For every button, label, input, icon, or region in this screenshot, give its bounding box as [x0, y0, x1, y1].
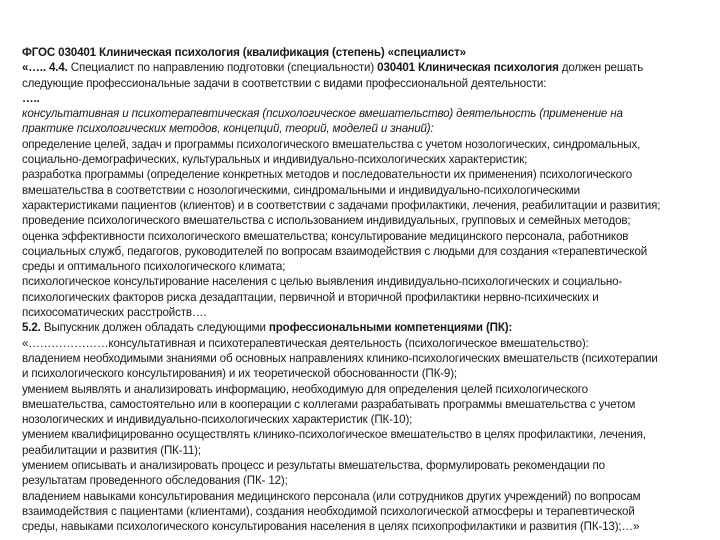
text-line — [22, 259, 712, 274]
text-line — [22, 427, 712, 442]
text-line — [22, 121, 712, 136]
text-segment: разработка программы (определение конкретных методов и последовательности их применения) психологического — [22, 168, 633, 182]
italic-text: практике психологических методов, концепций, теорий, моделей и знаний): — [22, 122, 434, 136]
text-line — [22, 473, 712, 488]
text-segment: характеристиками пациентов (клиентов) и в соответствии с задачами профилактики, лечения, реабилитации и развития; — [22, 198, 661, 212]
text-line — [22, 290, 712, 305]
text-line — [22, 382, 712, 397]
text-segment: социальных служб, педагогов, руководителей по вопросам взаимодействия с людьми для создания «терапевтической — [22, 244, 648, 258]
text-line — [22, 504, 712, 519]
text-segment: реабилитации и развития (ПК-11); — [22, 443, 201, 457]
text-line — [22, 229, 712, 244]
text-line — [22, 137, 712, 152]
bold-text: 5.2. — [22, 321, 41, 335]
text-segment: умением выявлять и анализировать информацию, необходимую для определения целей психологического — [22, 382, 588, 396]
text-line — [22, 213, 712, 228]
text-line — [22, 336, 712, 351]
text-segment: умением квалифицированно осуществлять клинико-психологическое вмешательство в целях профилактики, лечения, — [22, 428, 646, 442]
text-line — [22, 412, 712, 427]
text-line — [22, 244, 712, 259]
text-segment: взаимодействия с пациентами (клиентами), создания необходимой психологической атмосферы и терапевтической — [22, 504, 635, 518]
text-line — [22, 45, 712, 60]
text-segment: психологических факторов риска дезадаптации, первичной и вторичной профилактики нервно-психических и — [22, 290, 599, 304]
text-segment: вмешательства, самостоятельно или в кооперации с коллегами разрабатывать программы вмешательства с учетом — [22, 397, 636, 411]
text-segment: определение целей, задач и программы психологического вмешательства с учетом нозологических, синдромальных, — [22, 137, 641, 151]
text-segment: психологическое консультирование населения с целью выявления индивидуально-психологических и социально- — [22, 275, 623, 289]
text-segment: «…………………консультативная и психотерапевтическая деятельность (психологическое вмешательство): — [22, 336, 589, 350]
text-line — [22, 458, 712, 473]
text-segment: владением необходимыми знаниями об основных направлениях клинико-психологических вмешательств (психотерапии — [22, 351, 658, 365]
text-line — [22, 106, 712, 121]
text-segment: должен решать — [558, 61, 644, 75]
text-line — [22, 305, 712, 320]
text-segment: владением навыками консультирования медицинского персонала (или сотрудников других учреждений) по вопросам — [22, 489, 641, 503]
text-line — [22, 274, 712, 289]
document-body — [22, 45, 712, 535]
text-line — [22, 366, 712, 381]
text-segment: Выпускник должен обладать следующими — [40, 321, 269, 335]
text-line — [22, 397, 712, 412]
text-line — [22, 60, 712, 75]
text-line — [22, 91, 712, 106]
text-segment: и психологического консультирования) и их теоретической обоснованности (ПК-9); — [22, 367, 457, 381]
text-line — [22, 167, 712, 182]
text-segment: социально-демографических, культуральных и индивидуально-психологических характеристик; — [22, 153, 528, 167]
text-line — [22, 320, 712, 335]
text-line — [22, 489, 712, 504]
text-segment: оценка эффективности психологического вмешательства; консультирование медицинского персонала, работников — [22, 229, 629, 243]
text-line — [22, 198, 712, 213]
text-line — [22, 519, 712, 534]
text-line — [22, 351, 712, 366]
text-segment: вмешательства в соответствии с нозологическими, синдромальными и индивидуально-психологическими — [22, 183, 580, 197]
text-segment: проведение психологического вмешательства с использованием индивидуальных, групповых и семейных методов; — [22, 214, 631, 228]
bold-text: 030401 Клиническая психология — [377, 61, 559, 75]
bold-text: профессиональными компетенциями (ПК): — [268, 321, 513, 335]
text-line — [22, 76, 712, 91]
bold-text: «….. 4.4. — [22, 61, 68, 75]
bold-text: ФГОС 030401 Клиническая психология (квалификация (степень) «специалист» — [22, 46, 466, 59]
bold-text: ….. — [22, 91, 40, 105]
text-segment: среды, навыками психологического консультирования населения в целях психопрофилактики и развития (ПК-13);…» — [22, 520, 640, 534]
text-line — [22, 183, 712, 198]
text-segment: среды и оптимального психологического климата; — [22, 260, 286, 274]
text-segment: результатам проведенного обследования (ПК- 12); — [22, 474, 288, 488]
text-segment: психосоматических расстройств…. — [22, 306, 207, 320]
text-line — [22, 443, 712, 458]
text-segment: Специалист по направлению подготовки (специальности) — [67, 61, 378, 75]
text-segment: умением описывать и анализировать процесс и результаты вмешательства, формулировать рекомендации по — [22, 459, 605, 473]
italic-text: консультативная и психотерапевтическая (психологическое вмешательство) деятельность (применение на — [22, 107, 623, 121]
text-segment: следующие профессиональные задачи в соответствии с видами профессиональной деятельности: — [22, 76, 547, 90]
text-segment: нозологических и индивидуально-психологических характеристик (ПК-10); — [22, 413, 413, 427]
text-line — [22, 152, 712, 167]
